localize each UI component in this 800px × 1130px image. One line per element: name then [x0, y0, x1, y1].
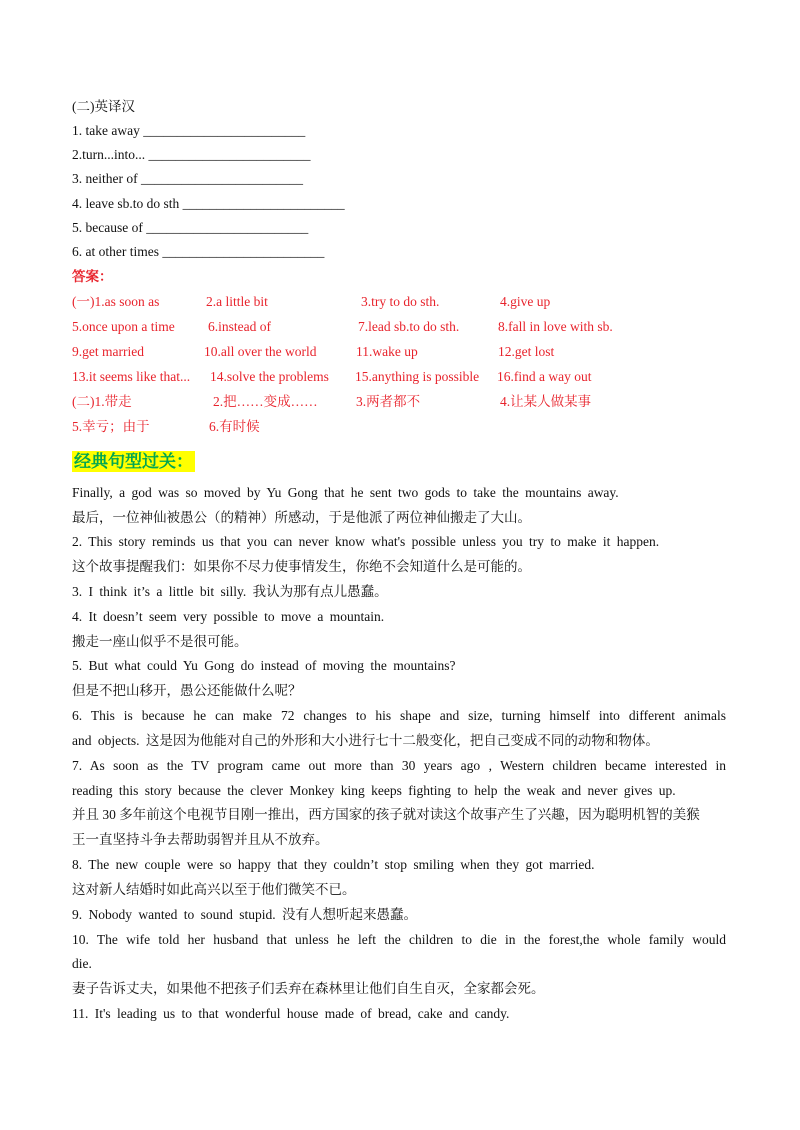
sentence-english: 9. Nobody wanted to sound stupid. 没有人想听起来愚蠢。 [72, 907, 417, 922]
answer-item: 5.once upon a time [72, 319, 175, 334]
answer-item: 11.wake up [356, 344, 418, 359]
answer-row [72, 368, 732, 386]
answers-heading: 答案： [72, 269, 113, 284]
exercise-item: 3. neither of ________________________ [72, 171, 303, 186]
sentence-chinese: 这对新人结婚时如此高兴以至于他们微笑不已。 [72, 882, 356, 897]
answer-row [72, 343, 732, 361]
sentence-chinese: 这个故事提醒我们：如果你不尽力使事情发生，你绝不会知道什么是可能的。 [72, 559, 531, 574]
answer-item: 8.fall in love with sb. [498, 319, 613, 334]
answer-item: 4.give up [500, 294, 551, 309]
sentence-chinese: 王一直坚持斗争去帮助弱智并且从不放弃。 [72, 832, 329, 847]
sentence-english: and objects. 这是因为他能对自己的外形和大小进行七十二般变化，把自己变成不同的动物和物体。 [72, 733, 659, 748]
answer-row [72, 393, 732, 411]
sentence-english: 3. I think it’s a little bit silly. 我认为那有点儿愚蠢。 [72, 584, 388, 599]
sentence-english: 6. This is because he can make 72 changes to his shape and size, turning himself into different animals [72, 708, 726, 723]
answer-item: (二)1.带走 [72, 394, 132, 409]
sentence-chinese: 妻子告诉丈夫，如果他不把孩子们丢弃在森林里让他们自生自灭，全家都会死。 [72, 981, 545, 996]
sentences-heading [72, 451, 195, 474]
sentence-english: 2. This story reminds us that you can never know what's possible unless you try to make it happen. [72, 534, 660, 549]
highlighted-heading: 经典句型过关： [74, 452, 193, 471]
sentence-english: 11. It's leading us to that wonderful house made of bread, cake and candy. [72, 1006, 510, 1021]
exercise-item: 6. at other times ________________________ [72, 244, 325, 259]
sentence-chinese: 搬走一座山似乎不是很可能。 [72, 634, 248, 649]
sentence-english: reading this story because the clever Monkey king keeps fighting to help the weak and never gives up. [72, 783, 676, 798]
answer-item: 3.try to do sth. [361, 294, 440, 309]
sentence-english: die. [72, 956, 92, 971]
answer-row [72, 318, 732, 336]
answer-row [72, 418, 732, 436]
answer-item: 2.a little bit [206, 294, 268, 309]
sentence-english: 7. As soon as the TV program came out more than 30 years ago , Western children became interested in [72, 758, 726, 773]
answer-row [72, 293, 732, 311]
answer-item: 3.两者都不 [356, 394, 421, 409]
exercise-item: 2.turn...into... ________________________ [72, 147, 311, 162]
sentence-chinese: 最后，一位神仙被愚公（的精神）所感动，于是他派了两位神仙搬走了大山。 [72, 510, 531, 525]
sentence-english: 8. The new couple were so happy that they couldn’t stop smiling when they got married. [72, 857, 595, 872]
answer-item: 7.lead sb.to do sth. [358, 319, 460, 334]
answer-item: 2.把……变成…… [213, 394, 318, 409]
sentence-chinese: 但是不把山移开，愚公还能做什么呢？ [72, 683, 302, 698]
answer-item: 6.有时候 [209, 419, 260, 434]
answer-item: 5.幸亏；由于 [72, 419, 150, 434]
section-heading: (二)英译汉 [72, 99, 135, 114]
answer-item: 10.all over the world [204, 344, 317, 359]
answer-item: 9.get married [72, 344, 144, 359]
answer-item: 16.find a way out [497, 369, 592, 384]
answer-item: 12.get lost [498, 344, 555, 359]
sentence-english: 5. But what could Yu Gong do instead of moving the mountains? [72, 658, 456, 673]
sentence-english: Finally, a god was so moved by Yu Gong that he sent two gods to take the mountains away. [72, 485, 619, 500]
exercise-item: 5. because of ________________________ [72, 220, 309, 235]
exercise-item: 1. take away ________________________ [72, 123, 306, 138]
answer-item: 13.it seems like that... [72, 369, 191, 384]
answer-item: 14.solve the problems [210, 369, 329, 384]
answer-item: 15.anything is possible [355, 369, 480, 384]
exercise-item: 4. leave sb.to do sth ________________________ [72, 196, 345, 211]
answer-item: 6.instead of [208, 319, 271, 334]
sentence-chinese: 并且 30 多年前这个电视节目刚一推出，西方国家的孩子就对读这个故事产生了兴趣，因为聪明机智的美猴 [72, 807, 700, 822]
answer-item: 4.让某人做某事 [500, 394, 592, 409]
answer-item: (一)1.as soon as [72, 294, 160, 309]
sentence-english: 10. The wife told her husband that unless he left the children to die in the forest,the whole family would [72, 932, 726, 947]
sentence-english: 4. It doesn’t seem very possible to move a mountain. [72, 609, 385, 624]
